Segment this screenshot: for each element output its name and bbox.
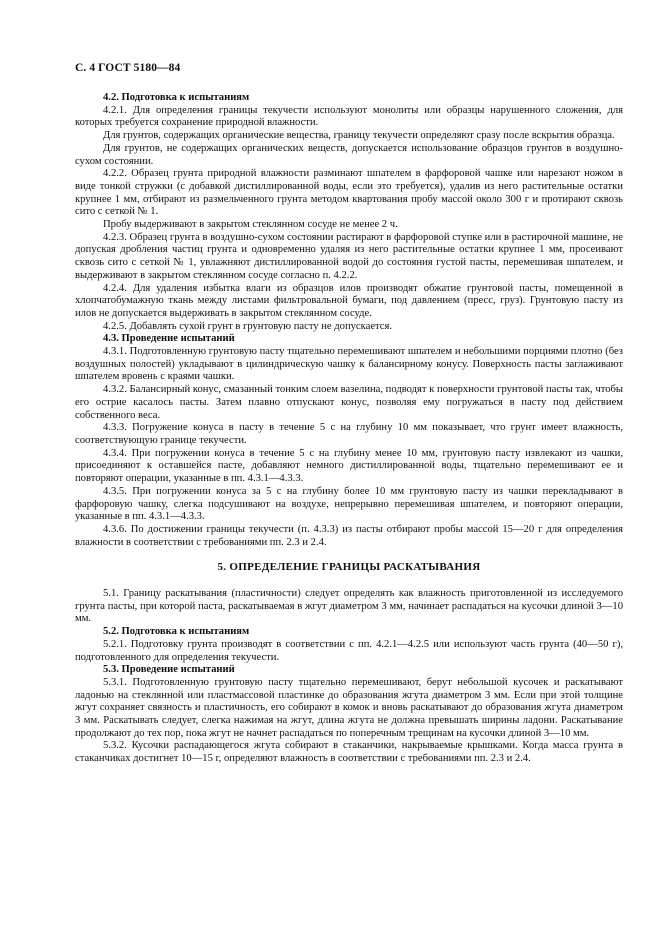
subsection-heading: 5.2. Подготовка к испытаниям	[103, 626, 250, 638]
paragraph: 4.2.3. Образец грунта в воздушно-сухом состоянии растирают в фарфоровой ступке или в растирочной машине, не допуская дробления частиц грунта и одновременно удаляя из него растительные остатки крупнее 1 мм, просеивают сквозь сито с сеткой № 1, увлажняют дистиллированной водой до состояния густой пасты, перемешивая шпателем, и выдерживают в закрытом стеклянном сосуде согласно п. 4.2.2.	[75, 231, 623, 281]
subsection-heading: 4.2. Подготовка к испытаниям	[103, 92, 250, 103]
document-body	[75, 92, 623, 766]
paragraph: 4.2.5. Добавлять сухой грунт в грунтовую пасту не допускается.	[103, 320, 393, 332]
paragraph: Для грунтов, содержащих органические вещества, границу текучести определяют сразу после вскрытия образца.	[103, 130, 615, 142]
paragraph: 4.3.3. Погружение конуса в пасту в течение 5 с на глубину 10 мм показывает, что грунт имеет влажность, соответствующую границе текучести.	[75, 422, 623, 446]
paragraph: 4.3.2. Балансирный конус, смазанный тонким слоем вазелина, подводят к поверхности грунтовой пасты так, чтобы его острие касалось пасты. Затем плавно отпускают конус, позволяя ему погружаться в пасту под действием собственного веса.	[75, 384, 623, 421]
paragraph: 5.2.1. Подготовку грунта производят в соответствии с пп. 4.2.1—4.2.5 или используют часть грунта (40—50 г), подготовленного для определения текучести.	[75, 638, 623, 663]
paragraph: Для грунтов, не содержащих органических веществ, допускается использование образцов грунтов в воздушно-сухом состоянии.	[75, 142, 623, 167]
subsection-heading: 5.3. Проведение испытаний	[103, 664, 235, 676]
subsection-heading: 4.3. Проведение испытаний	[103, 333, 235, 345]
paragraph: 4.3.4. При погружении конуса в течение 5 с на глубину менее 10 мм, грунтовую пасту извлекают из чашки, присоединяют к оставшейся пасте, добавляют немного дистиллированной воды, тщательно перемешивают ее и повторяют операции, указанные в пп. 4.3.1—4.3.3.	[75, 447, 623, 485]
running-head: С. 4 ГОСТ 5180—84	[75, 62, 181, 74]
paragraph: 4.3.5. При погружении конуса за 5 с на глубину более 10 мм грунтовую пасту из чашки перекладывают в фарфоровую чашку, слегка подсушивают на воздухе, непрерывно перемешивая шпателем, и повторяют операции, указанные в пп. 4.3.1—4.3.3.	[75, 485, 623, 523]
paragraph: 5.1. Границу раскатывания (пластичности) следует определять как влажность приготовленной из исследуемого грунта пасты, при которой паста, раскатываемая в жгут диаметром 3 мм, начинает распадаться на кусочки длиной 3—10 мм.	[75, 588, 623, 625]
paragraph: 5.3.2. Кусочки распадающегося жгута собирают в стаканчики, накрываемые крышками. Когда масса грунта в стаканчиках достигнет 10—15 г, определяют влажность в соответствии с требованиями пп. 2.3 и 2.4.	[75, 740, 623, 765]
paragraph: 4.3.6. По достижении границы текучести (п. 4.3.3) из пасты отбирают пробы массой 15—20 г для определения влажности в соответствии с требованиями пп. 2.3 и 2.4.	[75, 523, 623, 548]
paragraph: 4.2.2. Образец грунта природной влажности разминают шпателем в фарфоровой чашке или нарезают ножом в виде тонкой стружки (с добавкой дистиллированной воды, если это требуется), удалив из него растительные остатки крупнее 1 мм, отбирают из размельченного грунта методом квартования пробу массой около 300 г и протирают сквозь сито с сеткой № 1.	[75, 168, 623, 218]
paragraph: 5.3.1. Подготовленную грунтовую пасту тщательно перемешивают, берут небольшой кусочек и раскатывают ладонью на стеклянной или пластмассовой пластинке до образования жгута диаметром 3 мм. Если при этой толщине жгут сохраняет связность и пластичность, его собирают в комок и вновь раскатывают до образования жгута диаметром 3 мм. Раскатывать следует, слегка нажимая на жгут, длина жгута не должна превышать ширины ладони. Раскатывание продолжают до тех пор, пока жгут не начнет распадаться по поперечным трещинам на кусочки длиной 3—10 мм.	[75, 676, 623, 739]
paragraph: 4.3.1. Подготовленную грунтовую пасту тщательно перемешивают шпателем и небольшими порциями плотно (без воздушных полостей) укладывают в цилиндрическую чашку к балансирному конусу. Поверхность пасты заглаживают шпателем вровень с краями чашки.	[75, 346, 623, 383]
paragraph: 4.2.4. Для удаления избытка влаги из образцов илов производят обжатие грунтовой пасты, помещенной в хлопчатобумажную ткань между листами фильтровальной бумаги, под давлением (пресс, груз). Грунтовую пасту из илов не допускается выдерживать в закрытом стеклянном сосуде.	[75, 282, 623, 319]
paragraph: 4.2.1. Для определения границы текучести используют монолиты или образцы нарушенного сложения, для которых требуется сохранение природной влажности.	[75, 104, 623, 129]
paragraph: Пробу выдерживают в закрытом стеклянном сосуде не менее 2 ч.	[103, 219, 398, 231]
section-title: 5. ОПРЕДЕЛЕНИЕ ГРАНИЦЫ РАСКАТЫВАНИЯ	[217, 561, 481, 574]
